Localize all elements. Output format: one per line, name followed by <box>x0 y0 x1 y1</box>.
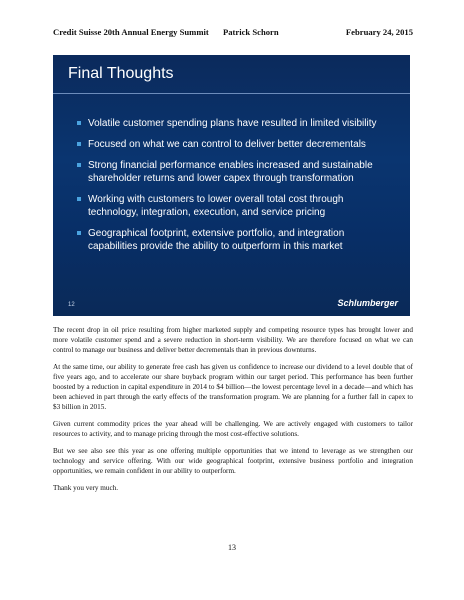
paragraph: At the same time, our ability to generate free cash has given us confidence to increase our dividend to a level double that of five years ago, and to accelerate our share buyback program within our target period. This performance has been further boosted by a reduction in capital expenditure in 2014 to $4 billion—the lowest percentage level in a decade—and which has been achieved in part through the early effects of the transformation program. We are planning for a further fall in capex to $3 billion in 2015. <box>53 363 413 411</box>
slide-bullet <box>77 159 393 185</box>
header-date: February 24, 2015 <box>345 27 413 37</box>
slide-bullet-list <box>77 117 393 261</box>
bullet-square-icon <box>77 121 81 125</box>
slide-bullet <box>77 138 393 151</box>
slide-title: Final Thoughts <box>68 65 174 82</box>
bullet-square-icon <box>77 142 81 146</box>
paragraph: The recent drop in oil price resulting from higher marketed supply and competing resource types has brought lower and more volatile customer spend and a severe reduction in short-term visibility. We are therefore focused on what we can control to manage our business and deliver better decrementals than in previous downturns. <box>53 326 413 354</box>
slide-bullet-text: Strong financial performance enables increased and sustainable shareholder returns and lower capex through transformation <box>88 160 373 184</box>
paragraph: But we see also see this year as one offering multiple opportunities that we intend to leverage as we strengthen our technology and service offering. With our wide geographical footprint, extensive business portfolio and integration opportunities, we remain confident in our ability to outperform. <box>53 447 413 475</box>
transcript-body <box>53 325 413 500</box>
slide-bullet-text: Working with customers to lower overall total cost through technology, integration, execution, and service pricing <box>88 194 344 218</box>
header-event: Credit Suisse 20th Annual Energy Summit <box>53 27 209 37</box>
bullet-square-icon <box>77 163 81 167</box>
bullet-square-icon <box>77 197 81 201</box>
page-number: 13 <box>228 543 236 552</box>
slide-number: 12 <box>68 302 75 308</box>
slide-bullet <box>77 117 393 130</box>
schlumberger-logo: Schlumberger <box>337 298 398 308</box>
slide-bullet <box>77 227 393 253</box>
slide-bullet-text: Volatile customer spending plans have resulted in limited visibility <box>88 118 377 129</box>
page-header <box>53 27 413 41</box>
paragraph: Thank you very much. <box>53 484 119 492</box>
bullet-square-icon <box>77 231 81 235</box>
slide-bullet-text: Geographical footprint, extensive portfolio, and integration capabilities provide the ability to outperform in this market <box>88 228 345 252</box>
header-speaker: Patrick Schorn <box>223 27 279 37</box>
slide-bullet-text: Focused on what we can control to deliver better decrementals <box>88 139 366 150</box>
slide-title-rule <box>53 93 410 94</box>
slide-bullet <box>77 193 393 219</box>
paragraph: Given current commodity prices the year ahead will be challenging. We are actively engaged with customers to tailor resources to activity, and to manage pricing through the most cost-effective solutions. <box>53 420 413 438</box>
presentation-slide <box>53 55 410 316</box>
